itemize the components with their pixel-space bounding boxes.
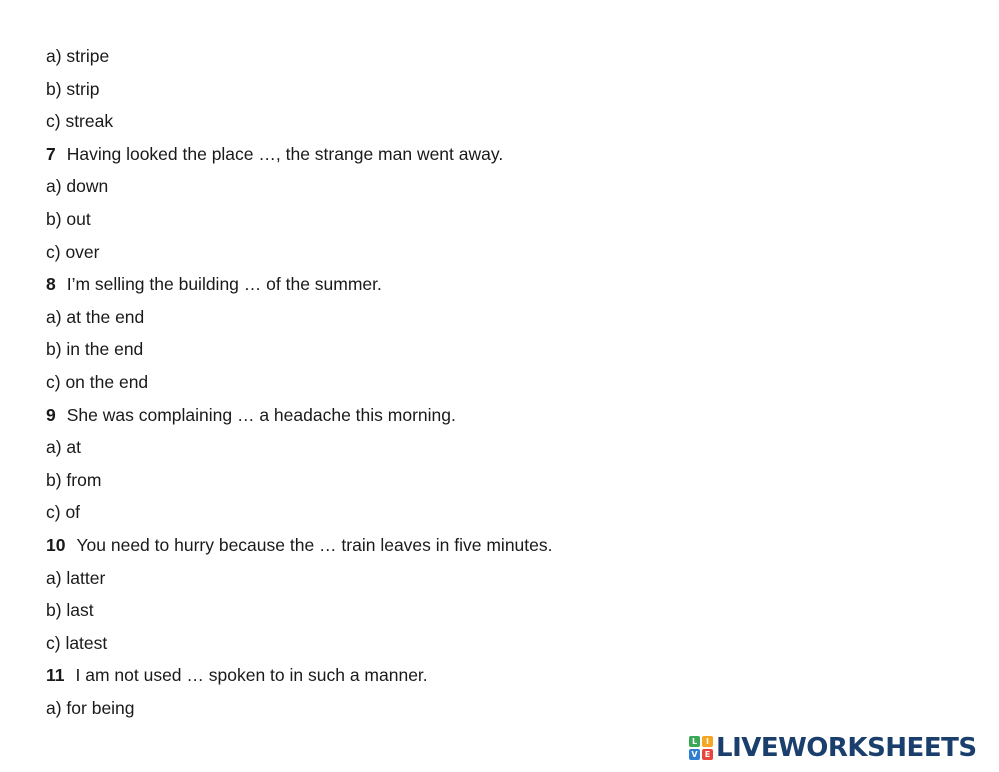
logo-square-l: L — [689, 736, 700, 747]
liveworksheets-logo-icon — [689, 736, 713, 760]
question-number: 8 — [46, 274, 56, 295]
question-number: 9 — [46, 404, 56, 425]
answer-option: a) latter — [46, 567, 106, 588]
question-row — [46, 399, 553, 432]
question-row — [46, 529, 553, 562]
question-text: Having looked the place …, the strange man went away. — [66, 143, 504, 164]
question-number: 10 — [46, 534, 66, 555]
worksheet-content — [46, 40, 553, 724]
question-number: 7 — [46, 143, 56, 164]
question-number: 11 — [46, 665, 65, 686]
brand-name: LIVEWORKSHEETS — [716, 733, 977, 763]
logo-square-v: V — [689, 749, 700, 760]
answer-option: b) in the end — [46, 339, 144, 360]
answer-option: c) on the end — [46, 371, 149, 392]
answer-option: a) down — [46, 176, 109, 197]
question-row — [46, 659, 553, 692]
question-text: You need to hurry because the … train leaves in five minutes. — [76, 534, 553, 555]
logo-square-i: I — [702, 736, 713, 747]
answer-option: a) at the end — [46, 306, 145, 327]
logo-square-e: E — [702, 749, 713, 760]
liveworksheets-brand — [689, 733, 977, 763]
answer-option: a) stripe — [46, 46, 110, 66]
answer-option: c) latest — [46, 632, 108, 653]
answer-option: c) of — [46, 502, 81, 523]
answer-option: b) out — [46, 208, 91, 229]
question-row — [46, 268, 553, 301]
question-text: I’m selling the building … of the summer. — [66, 274, 382, 295]
answer-option: b) strip — [46, 78, 100, 99]
answer-option: a) for being — [46, 697, 135, 718]
answer-option: b) last — [46, 600, 94, 621]
answer-option: c) over — [46, 241, 100, 262]
question-row — [46, 138, 553, 171]
question-text: I am not used … spoken to in such a manner. — [75, 665, 428, 686]
answer-option: b) from — [46, 469, 102, 490]
answer-option: c) streak — [46, 111, 114, 132]
answer-option: a) at — [46, 437, 82, 458]
question-text: She was complaining … a headache this morning. — [66, 404, 456, 425]
